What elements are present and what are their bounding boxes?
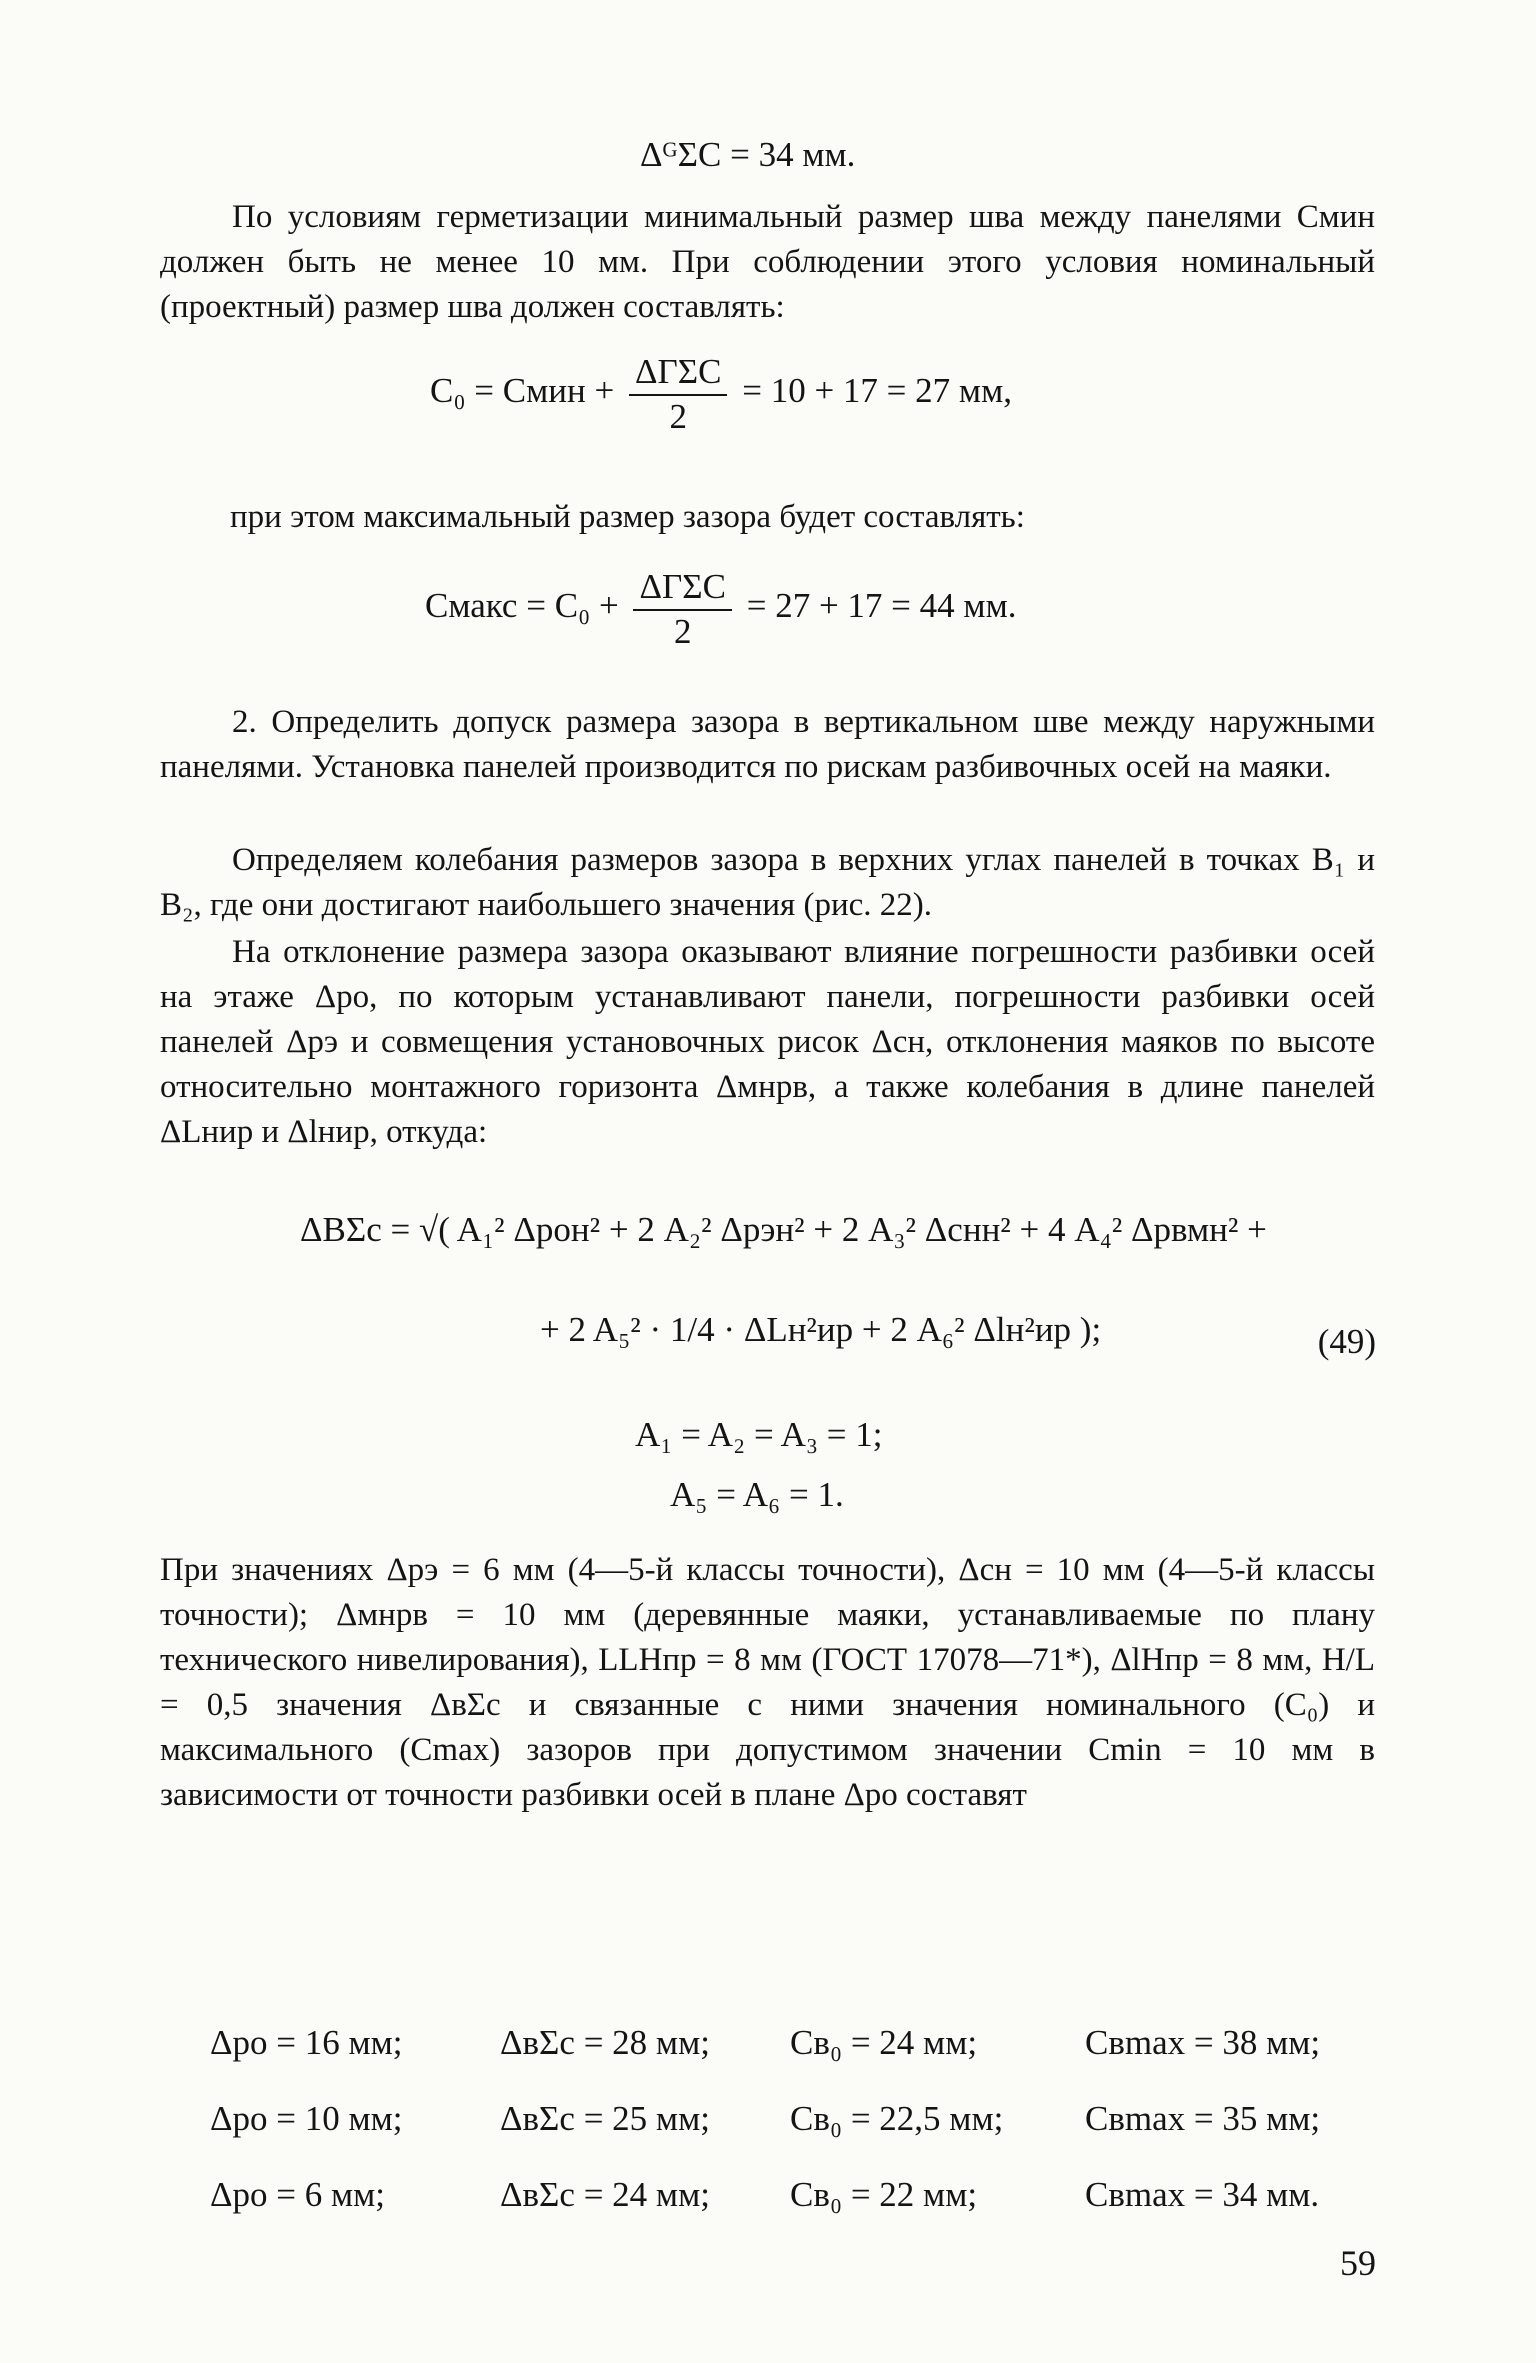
result-delta-sum: ΔвΣc = 28 мм;: [500, 2023, 710, 2062]
result-delta-po: Δpo = 16 мм;: [210, 2023, 403, 2062]
paragraph-tolerance-task: 2. Определить допуск размера зазора в вертикальном шве между наружными панелями. Установка панелей производится по рискам разбивочных осей на маяки.: [160, 704, 1375, 785]
equation-c0-left: C₀ = Cмин +: [430, 371, 615, 411]
equation-c0-right: = 10 + 17 = 27 мм,: [742, 371, 1012, 411]
results-table: [210, 2005, 1340, 2233]
equation-c0-denominator: 2: [669, 397, 687, 436]
paragraph-error-sources: На отклонение размера зазора оказывают влияние погрешности разбивки осей на этаже Δpo, по которым устанавливают панели, погрешности разбивки осей панелей Δpэ и совмещения установочных рисок Δсн, отклонения маяков по высоте относительно монтажного горизонта Δмнрв, а также колебания в длине панелей ΔLнир и Δlнир, откуда:: [160, 934, 1375, 1150]
equation-delta-top: ΔᴳΣC = 34 мм.: [640, 135, 856, 174]
result-c0: Cв₀ = 22,5 мм;: [790, 2099, 1004, 2138]
result-cmax: Cвmax = 35 мм;: [1085, 2099, 1321, 2138]
result-delta-sum: ΔвΣc = 25 мм;: [500, 2099, 710, 2138]
equation-cmax: [425, 565, 1016, 653]
equation-number: (49): [1317, 1322, 1376, 1361]
equation-c0-numerator: ΔΓΣC: [629, 350, 727, 396]
result-delta-sum: ΔвΣc = 24 мм;: [500, 2175, 710, 2214]
paragraph-points-b: Определяем колебания размеров зазора в верхних углах панелей в точках B₁ и B₂, где они достигают наибольшего значения (рис. 22).: [160, 842, 1375, 923]
results-row: [210, 2081, 1340, 2157]
coefficients-line-2: A₅ = A₆ = 1.: [670, 1475, 844, 1514]
equation-cmax-fraction: [633, 565, 731, 653]
result-delta-po: Δpo = 10 мм;: [210, 2099, 403, 2138]
equation-cmax-right: = 27 + 17 = 44 мм.: [746, 586, 1017, 626]
results-row: [210, 2005, 1340, 2081]
result-delta-po: Δpo = 6 мм;: [210, 2175, 386, 2214]
paragraph-values: При значениях Δpэ = 6 мм (4—5-й классы точности), Δсн = 10 мм (4—5-й классы точности); Δмнрв = 10 мм (деревянные маяки, устанавливаемые по плану технического нивелирования), LLHпр = 8 мм (ГОСТ 17078—71*), ΔlHпр = 8 мм, H/L = 0,5 значения ΔвΣc и связанные с ними значения номинального (C₀) и максимального (Cmax) зазоров при допустимом значении Cmin = 10 мм в зависимости от точности разбивки осей в плане Δpo составят: [160, 1552, 1375, 1813]
results-row: [210, 2157, 1340, 2233]
page-number: 59: [1340, 2243, 1376, 2283]
equation-cmax-numerator: ΔΓΣC: [633, 565, 731, 611]
coefficients-line-1: A₁ = A₂ = A₃ = 1;: [635, 1415, 883, 1454]
equation-c0-fraction: [629, 350, 727, 438]
formula-line-2: + 2 A₅² · 1/4 · ΔLн²ир + 2 A₆² Δlн²ир );: [540, 1310, 1102, 1349]
equation-cmax-left: Cмакс = C₀ +: [425, 586, 619, 626]
result-c0: Cв₀ = 22 мм;: [790, 2175, 978, 2214]
formula-line-1: ΔBΣc = √( A₁² Δpoн² + 2 A₂² Δpэн² + 2 A₃² Δснн² + 4 A₄² Δрвмн² +: [300, 1210, 1267, 1249]
equation-c0: [430, 350, 1012, 438]
paragraph-sealing: По условиям герметизации минимальный размер шва между панелями Cмин должен быть не менее 10 мм. При соблюдении этого условия номинальный (проектный) размер шва должен составлять:: [160, 199, 1375, 325]
paragraph-max-gap: при этом максимальный размер зазора будет составлять:: [230, 499, 1025, 535]
result-cmax: Cвmax = 38 мм;: [1085, 2023, 1321, 2062]
result-cmax: Cвmax = 34 мм.: [1085, 2175, 1320, 2214]
result-c0: Cв₀ = 24 мм;: [790, 2023, 978, 2062]
equation-cmax-denominator: 2: [673, 612, 692, 651]
